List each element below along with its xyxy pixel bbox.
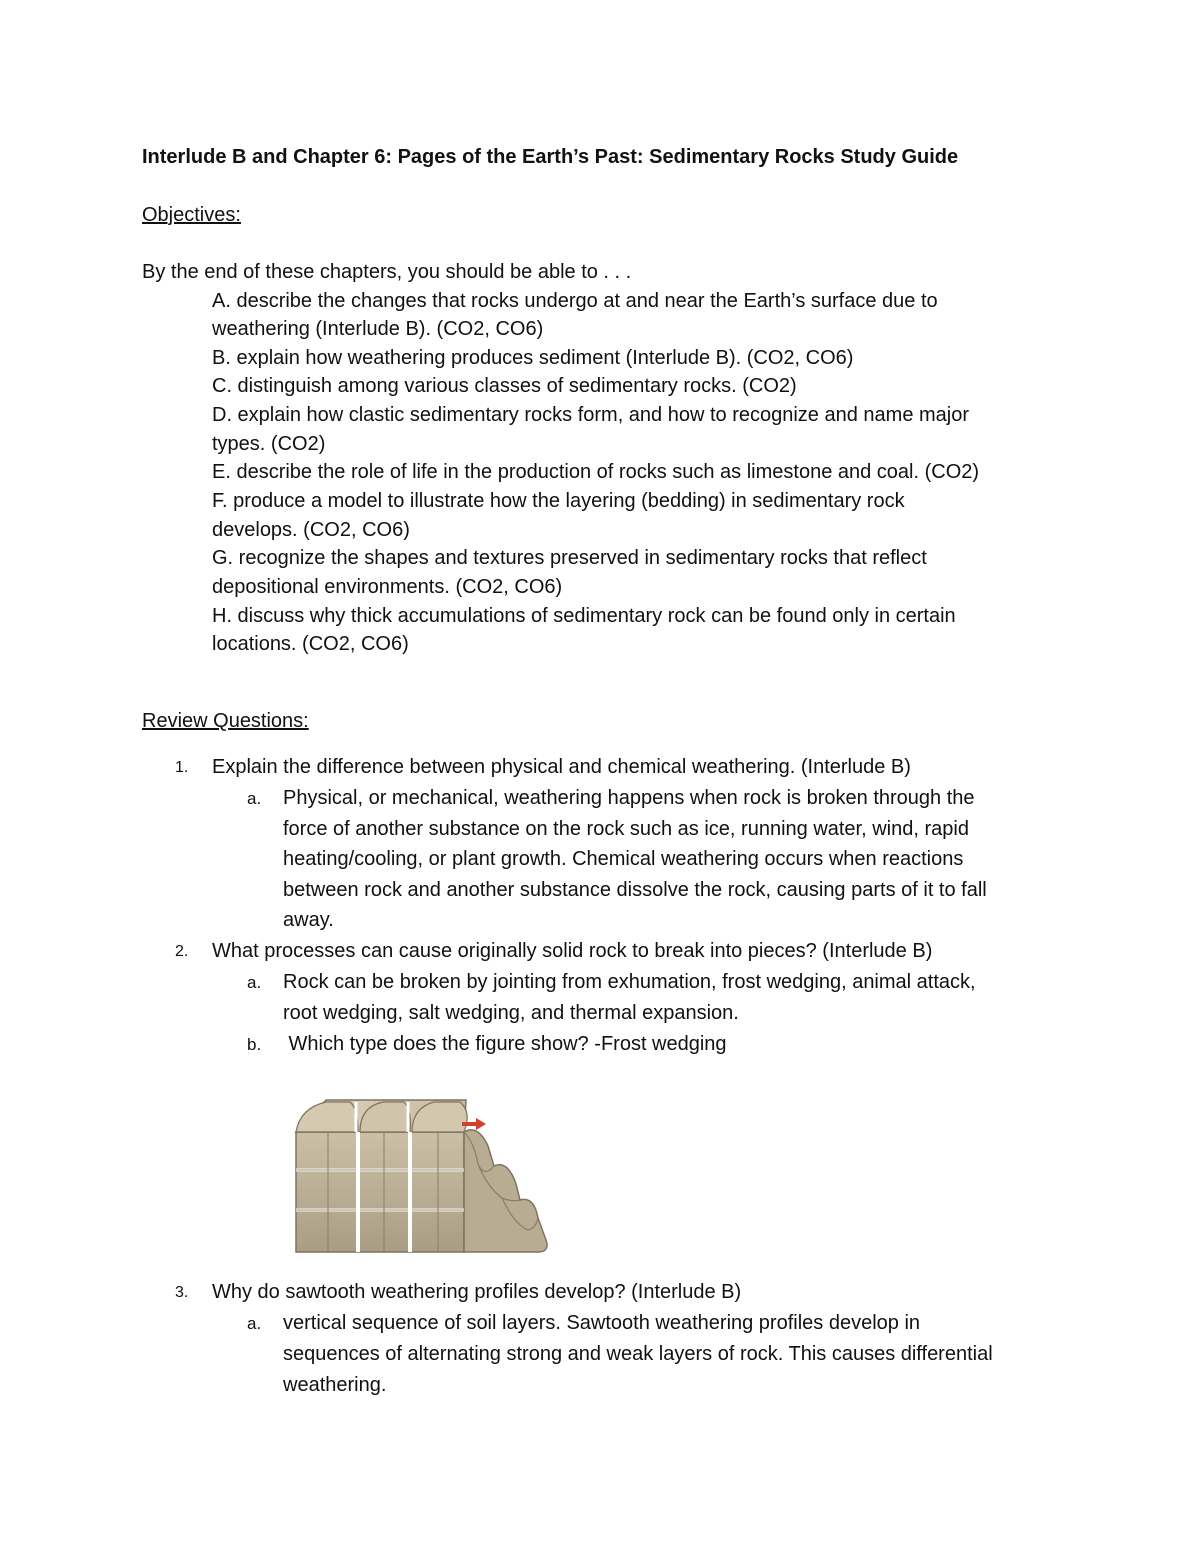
objective-line: F. produce a model to illustrate how the layering (bedding) in sedimentary rock: [212, 490, 905, 512]
rock-block-front: [296, 1132, 464, 1252]
objective-line: E. describe the role of life in the production of rocks such as limestone and coal. (CO2): [212, 461, 980, 483]
answer-line: force of another substance on the rock such as ice, running water, wind, rapid: [283, 818, 969, 840]
objective-line: depositional environments. (CO2, CO6): [212, 576, 563, 598]
rock-cap: [296, 1102, 358, 1132]
question-number: 2.: [175, 943, 189, 960]
objective-line: D. explain how clastic sedimentary rocks form, and how to recognize and name major: [212, 404, 970, 426]
answer-line: between rock and another substance dissolve the rock, causing parts of it to fall: [283, 879, 987, 901]
objectives-intro: By the end of these chapters, you should be able to . . .: [142, 261, 632, 283]
objective-line: weathering (Interlude B). (CO2, CO6): [212, 318, 544, 340]
objective-line: C. distinguish among various classes of sedimentary rocks. (CO2): [212, 375, 797, 397]
question-text: Why do sawtooth weathering profiles develop? (Interlude B): [212, 1281, 742, 1303]
objective-line: B. explain how weathering produces sediment (Interlude B). (CO2, CO6): [212, 347, 854, 369]
question-number: 1.: [175, 759, 189, 776]
objective-line: types. (CO2): [212, 433, 326, 455]
answer-line: weathering.: [283, 1374, 387, 1396]
page-title: Interlude B and Chapter 6: Pages of the Earth’s Past: Sedimentary Rocks Study Guide: [142, 146, 959, 168]
frost-wedging-figure: [288, 1088, 552, 1256]
answer-letter: a.: [247, 1314, 262, 1333]
answer-line: Rock can be broken by jointing from exhumation, frost wedging, animal attack,: [283, 971, 976, 993]
answer-line: Which type does the figure show? -Frost wedging: [283, 1033, 727, 1055]
objective-line: develops. (CO2, CO6): [212, 519, 410, 541]
answer-line: away.: [283, 909, 334, 931]
objective-line: A. describe the changes that rocks undergo at and near the Earth’s surface due to: [212, 290, 938, 312]
objective-line: locations. (CO2, CO6): [212, 633, 409, 655]
answer-letter: a.: [247, 789, 262, 808]
answer-line: sequences of alternating strong and weak layers of rock. This causes differential: [283, 1343, 993, 1365]
objectives-heading: Objectives:: [142, 204, 241, 226]
answer-line: root wedging, salt wedging, and thermal expansion.: [283, 1002, 739, 1024]
answer-letter: a.: [247, 973, 262, 992]
answer-line: Physical, or mechanical, weathering happens when rock is broken through the: [283, 787, 975, 809]
answer-line: heating/cooling, or plant growth. Chemical weathering occurs when reactions: [283, 848, 964, 870]
review-heading: Review Questions:: [142, 710, 309, 732]
question-number: 3.: [175, 1284, 189, 1301]
objective-line: H. discuss why thick accumulations of sedimentary rock can be found only in certain: [212, 605, 956, 627]
question-text: What processes can cause originally solid rock to break into pieces? (Interlude B): [212, 940, 933, 962]
arrow-head-icon: [476, 1118, 486, 1130]
question-text: Explain the difference between physical and chemical weathering. (Interlude B): [212, 756, 911, 778]
rock-slope: [464, 1130, 547, 1252]
answer-letter: b.: [247, 1035, 262, 1054]
objective-line: G. recognize the shapes and textures preserved in sedimentary rocks that reflect: [212, 547, 927, 569]
answer-line: vertical sequence of soil layers. Sawtooth weathering profiles develop in: [283, 1312, 921, 1334]
